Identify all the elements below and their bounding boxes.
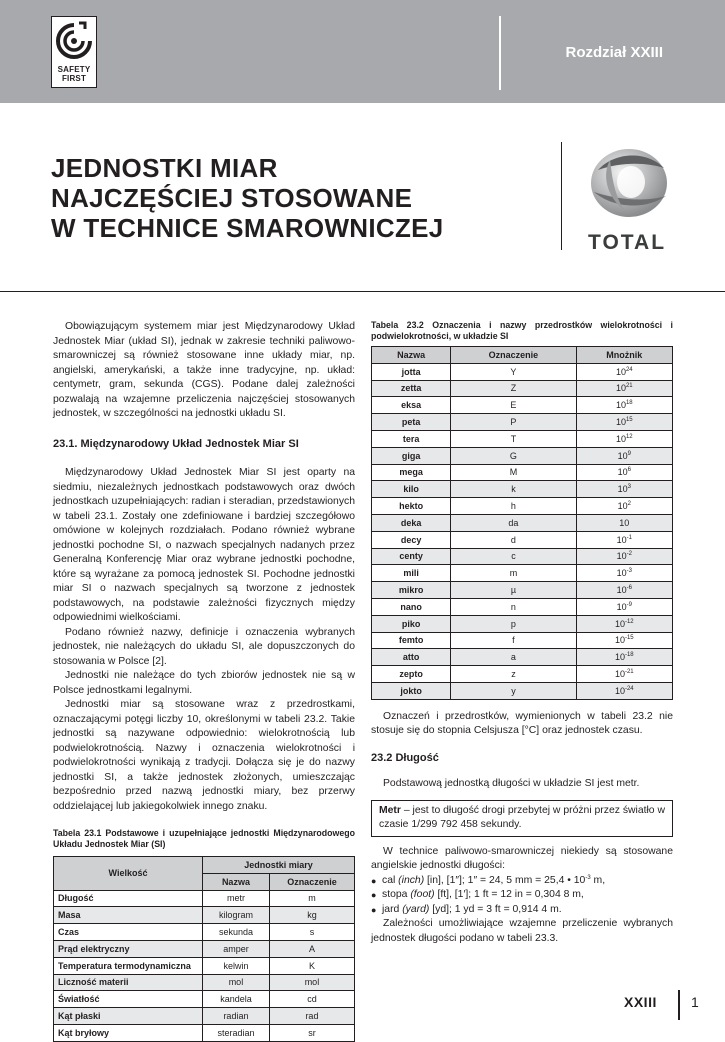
table-cell-symbol: s [269,924,354,941]
factor-base: 10 [619,517,630,528]
table-cell-symbol: m [269,890,354,907]
factor-base: 10 [616,568,627,579]
paragraph-si-3: Jednostki nie należące do tych zbiorów jednostek nie są w Polsce jednostkami legalnymi. [53,670,355,696]
table-cell-name: mol [203,974,270,991]
prefix-factor [576,430,672,447]
prefix-name: piko [372,615,451,632]
factor-base: 10 [616,551,627,562]
table-cell-symbol: cd [269,991,354,1008]
table-cell-symbol: rad [269,1008,354,1025]
prefix-symbol: E [451,397,576,414]
factor-exponent: 2 [627,501,631,508]
prefix-name: atto [372,649,451,666]
prefix-name: deka [372,514,451,531]
prefix-factor [576,582,672,599]
table-row [54,907,355,924]
table-row [372,598,673,615]
prefix-factor [576,565,672,582]
prefix-symbol: h [451,498,576,515]
factor-exponent: 3 [627,484,631,491]
prefix-symbol: a [451,649,576,666]
factor-base: 10 [615,383,626,394]
paragraph-english-units: W technice paliwowo-smarowniczej niekiedy są stosowane angielskie jednostki długości: [371,845,673,872]
factor-base: 10 [615,433,626,444]
prefix-factor [576,514,672,531]
table-row [372,615,673,632]
prefix-symbol: da [451,514,576,531]
prefix-name: peta [372,414,451,431]
logo-text-first: FIRST [61,74,87,83]
prefix-factor [576,380,672,397]
table-row [54,890,355,907]
table-row [372,666,673,683]
table-row [54,1008,355,1025]
factor-exponent: 24 [625,366,633,373]
factor-base: 10 [616,585,627,596]
page-number: 1 [691,994,699,1010]
bullet-it: (foot) [410,889,435,901]
col-header-units: Jednostki miary [203,857,355,874]
total-logo [584,140,670,255]
table-cell-quantity: Masa [54,907,203,924]
factor-exponent: -9 [626,601,632,608]
table-cell-symbol: A [269,940,354,957]
metr-definition-box [371,800,673,837]
footer-divider [678,990,680,1020]
prefix-symbol: z [451,666,576,683]
col-header-prefix-name: Nazwa [372,347,451,364]
table-cell-name: metr [203,890,270,907]
table-row [372,498,673,515]
table-cell-symbol: kg [269,907,354,924]
prefix-factor [576,615,672,632]
table-cell-quantity: Światłość [54,991,203,1008]
footer-chapter-label: XXIII [624,994,657,1010]
bullet-end: m, [590,874,606,886]
paragraph-si-2: Podano również nazwy, definicje i oznaczenia wybranych jednostek, nie należących do układu SI, ale dopuszczonych do stosowania w Polsce [2]. [53,626,355,667]
prefix-factor [576,598,672,615]
prefix-symbol: M [451,464,576,481]
prefix-name: mega [372,464,451,481]
prefix-factor [576,464,672,481]
prefix-symbol: f [451,632,576,649]
right-column [371,320,673,946]
prefix-factor [576,531,672,548]
prefix-name: zetta [372,380,451,397]
table-cell-symbol: mol [269,974,354,991]
table-row [372,363,673,380]
col-header-name: Nazwa [203,873,270,890]
col-header-quantity: Wielkość [54,857,203,891]
factor-exponent: -6 [626,585,632,592]
factor-exponent: 21 [625,383,633,390]
factor-base: 10 [617,467,628,478]
factor-base: 10 [614,685,625,696]
chapter-label: Rozdział XXIII [565,44,663,61]
table-row [372,649,673,666]
list-item [371,903,673,918]
prefix-symbol: y [451,682,576,699]
bullet-post: [in], [1″]; 1″ = 24, 5 mm = 25,4 • 10 [424,874,586,886]
col-header-symbol: Oznaczenie [269,873,354,890]
table-row [54,940,355,957]
prefix-name: jokto [372,682,451,699]
table-cell-quantity: Liczność materii [54,974,203,991]
bullet-pre: stopa [382,889,411,901]
prefix-symbol: T [451,430,576,447]
paragraph-si-1: Międzynarodowy Układ Jednostek Miar SI jest oparty na siedmiu, niezależnych jednostkach podstawowych oraz dwóch jednostkach uzupełniających: radian i steradian, przedstawionych w tabeli 23.1. Zostały one zdefiniowane i bardziej szczegółowo omówione w kolejnych rozdziałach. Podano również wybrane jednostki pochodne SI, o nazwach specjalnych nadanych przez Generalną Konferencję Miar oraz wybrane jednostki pochodne, które są wyrażane za pomocą jednostek SI. Pochodne jednostki miar SI o nazwach specjalnych są tworzone z jednostek podstawowych, na podstawie zależności fizycznych między odpowiednimi wielkościami. [53,467,355,623]
factor-base: 10 [617,501,628,512]
table-row [372,447,673,464]
prefix-name: tera [372,430,451,447]
table-row [372,380,673,397]
bullet-it: (inch) [398,874,425,886]
table-row [372,565,673,582]
prefix-symbol: P [451,414,576,431]
bullet-sup: -3 [585,874,591,881]
bullet-it: (yard) [402,903,430,915]
page-header [0,0,725,103]
prefix-name: decy [372,531,451,548]
table-cell-quantity: Prąd elektryczny [54,940,203,957]
table-row [54,974,355,991]
table-cell-name: amper [203,940,270,957]
prefix-name: zepto [372,666,451,683]
factor-base: 10 [614,652,625,663]
prefix-symbol: µ [451,582,576,599]
prefix-symbol: d [451,531,576,548]
prefix-factor [576,397,672,414]
factor-base: 10 [614,635,625,646]
prefix-name: kilo [372,481,451,498]
bullet-post: [ft], [1′]; 1 ft = 12 in = 0,304 8 m, [434,889,584,901]
safety-first-logo [51,16,97,88]
table-row [54,1024,355,1041]
header-divider [499,16,501,90]
table-row [54,957,355,974]
prefix-symbol: m [451,565,576,582]
paragraph-base-unit: Podstawową jednostką długości w układzie SI jest metr. [383,778,640,790]
bullet-pre: cal [382,874,399,886]
factor-exponent: 9 [627,450,631,457]
bullet-pre: jard [382,903,403,915]
total-brand-text: TOTAL [588,231,667,254]
factor-exponent: -24 [624,685,634,692]
factor-base: 10 [615,366,626,377]
table-cell-name: kilogram [203,907,270,924]
table-cell-quantity: Długość [54,890,203,907]
factor-base: 10 [614,618,625,629]
prefix-factor [576,548,672,565]
col-header-prefix-symbol: Oznaczenie [451,347,576,364]
section-heading-23-1: 23.1. Międzynarodowy Układ Jednostek Miar SI [53,437,299,450]
table-cell-name: sekunda [203,924,270,941]
factor-base: 10 [614,669,625,680]
page-title [51,153,444,243]
col-header-factor: Mnożnik [576,347,672,364]
factor-base: 10 [617,450,628,461]
prefix-name: centy [372,548,451,565]
factor-exponent: -1 [626,534,632,541]
factor-exponent: -12 [624,618,634,625]
prefix-symbol: Z [451,380,576,397]
table-23-1 [53,856,355,1042]
factor-base: 10 [616,601,627,612]
factor-exponent: 15 [625,417,633,424]
table-cell-symbol: sr [269,1024,354,1041]
factor-base: 10 [616,534,627,545]
prefix-factor [576,481,672,498]
table-row [372,481,673,498]
factor-exponent: 12 [625,433,633,440]
table-cell-symbol: K [269,957,354,974]
table-row [372,397,673,414]
title-rule [0,291,725,292]
english-units-list [371,874,673,918]
logo-text-safety: SAFETY [57,65,91,74]
intro-paragraph: Obowiązującym systemem miar jest Międzynarodowy Układ Jednostek Miar (układ SI), jednak w zakresie techniki paliwowo-smarowniczej są również stosowane inne układy miar, np. angielski, amerykański, a także inne tradycyjne, np. układ: centymetr, gram, sekunda (CGS). Podane dalej zależności pozwalają na wzajemne przeliczenia najczęściej stosowanych jednostek, w szczególności na jednostki układu SI. [53,321,355,419]
prefix-name: jotta [372,363,451,380]
bullet-post: [yd]; 1 yd = 3 ft = 0,914 4 m. [429,903,562,915]
factor-exponent: -15 [624,635,634,642]
prefix-name: mikro [372,582,451,599]
prefix-factor [576,363,672,380]
factor-exponent: -3 [626,568,632,575]
list-item [371,888,673,903]
table-row [372,414,673,431]
factor-base: 10 [615,417,626,428]
prefix-factor [576,649,672,666]
table-row [372,531,673,548]
prefix-name: hekto [372,498,451,515]
table-row [372,632,673,649]
prefix-factor [576,632,672,649]
table-cell-quantity: Czas [54,924,203,941]
table-cell-name: radian [203,1008,270,1025]
prefix-name: femto [372,632,451,649]
total-globe-icon [584,140,670,222]
title-line-3: W TECHNICE SMAROWNICZEJ [51,213,444,243]
table-cell-name: kandela [203,991,270,1008]
prefix-symbol: p [451,615,576,632]
title-separator [561,142,562,250]
table-cell-quantity: Temperatura termodynamiczna [54,957,203,974]
table-row [372,430,673,447]
factor-base: 10 [615,400,626,411]
prefix-factor [576,666,672,683]
table-row [372,464,673,481]
prefix-name: giga [372,447,451,464]
table-row [372,514,673,531]
prefix-symbol: G [451,447,576,464]
title-line-1: JEDNOSTKI MIAR [51,153,278,183]
table-row [54,924,355,941]
prefix-factor [576,682,672,699]
table-row [372,582,673,599]
prefix-symbol: k [451,481,576,498]
prefix-symbol: Y [451,363,576,380]
paragraph-si-4: Jednostki miar są stosowane wraz z przedrostkami, oznaczającymi potęgi liczby 10, określonymi w tabeli 23.2. Takie jednostki są nazywane odpowiednio: wielokrotnością lub podwielokrotnością. Nazwy i oznaczenia wielokrotności i podwielokrotności wynikają z tradycji. Dołącza się je do nazwy jednostki SI, a także jednostek złożonych, umieszczając bezpośrednio przed nazwą jednostki miary, bez przerwy oddzielającej lub jakiegokolwiek innego znaku. [53,699,355,812]
factor-exponent: -18 [624,652,634,659]
table-23-1-caption: Tabela 23.1 Podstawowe i uzupełniające jednostki Międzynarodowego Układu Jednostek Miar (SI) [53,828,355,849]
prefix-factor [576,414,672,431]
prefix-factor [576,498,672,515]
prefix-name: mili [372,565,451,582]
table-23-2-caption: Tabela 23.2 Oznaczenia i nazwy przedrostków wielokrotności i podwielokrotności, w układzie SI [371,320,673,341]
factor-exponent: -21 [624,669,634,676]
title-line-2: NAJCZĘŚCIEJ STOSOWANE [51,183,413,213]
prefix-symbol: c [451,548,576,565]
table-cell-quantity: Kąt płaski [54,1008,203,1025]
table-cell-name: steradian [203,1024,270,1041]
factor-exponent: 6 [627,467,631,474]
table-row [54,991,355,1008]
prefix-name: nano [372,598,451,615]
table-cell-name: kelwin [203,957,270,974]
safety-swirl-icon [52,19,96,65]
table-cell-quantity: Kąt bryłowy [54,1024,203,1041]
paragraph-final: Zależności umożliwiające wzajemne przeliczenie wybranych jednostek długości podano w tabeli 23.3. [371,918,673,944]
prefix-symbol: n [451,598,576,615]
list-item [371,874,673,889]
factor-base: 10 [617,484,628,495]
section-heading-23-2: 23.2 Długość [371,751,439,764]
left-column [53,320,355,1042]
table-row [372,682,673,699]
prefix-name: eksa [372,397,451,414]
table-row [372,548,673,565]
metr-definition: – jest to długość drogi przebytej w próżni przez światło w czasie 1/299 792 458 sekundy. [379,804,665,831]
prefix-note: Oznaczeń i przedrostków, wymienionych w tabeli 23.2 nie stosuje się do stopnia Celsjusza [°C] oraz jednostek czasu. [371,710,673,737]
table-23-2 [371,346,673,700]
factor-exponent: 18 [625,400,633,407]
metr-term: Metr [379,804,401,816]
factor-exponent: -2 [626,551,632,558]
prefix-factor [576,447,672,464]
